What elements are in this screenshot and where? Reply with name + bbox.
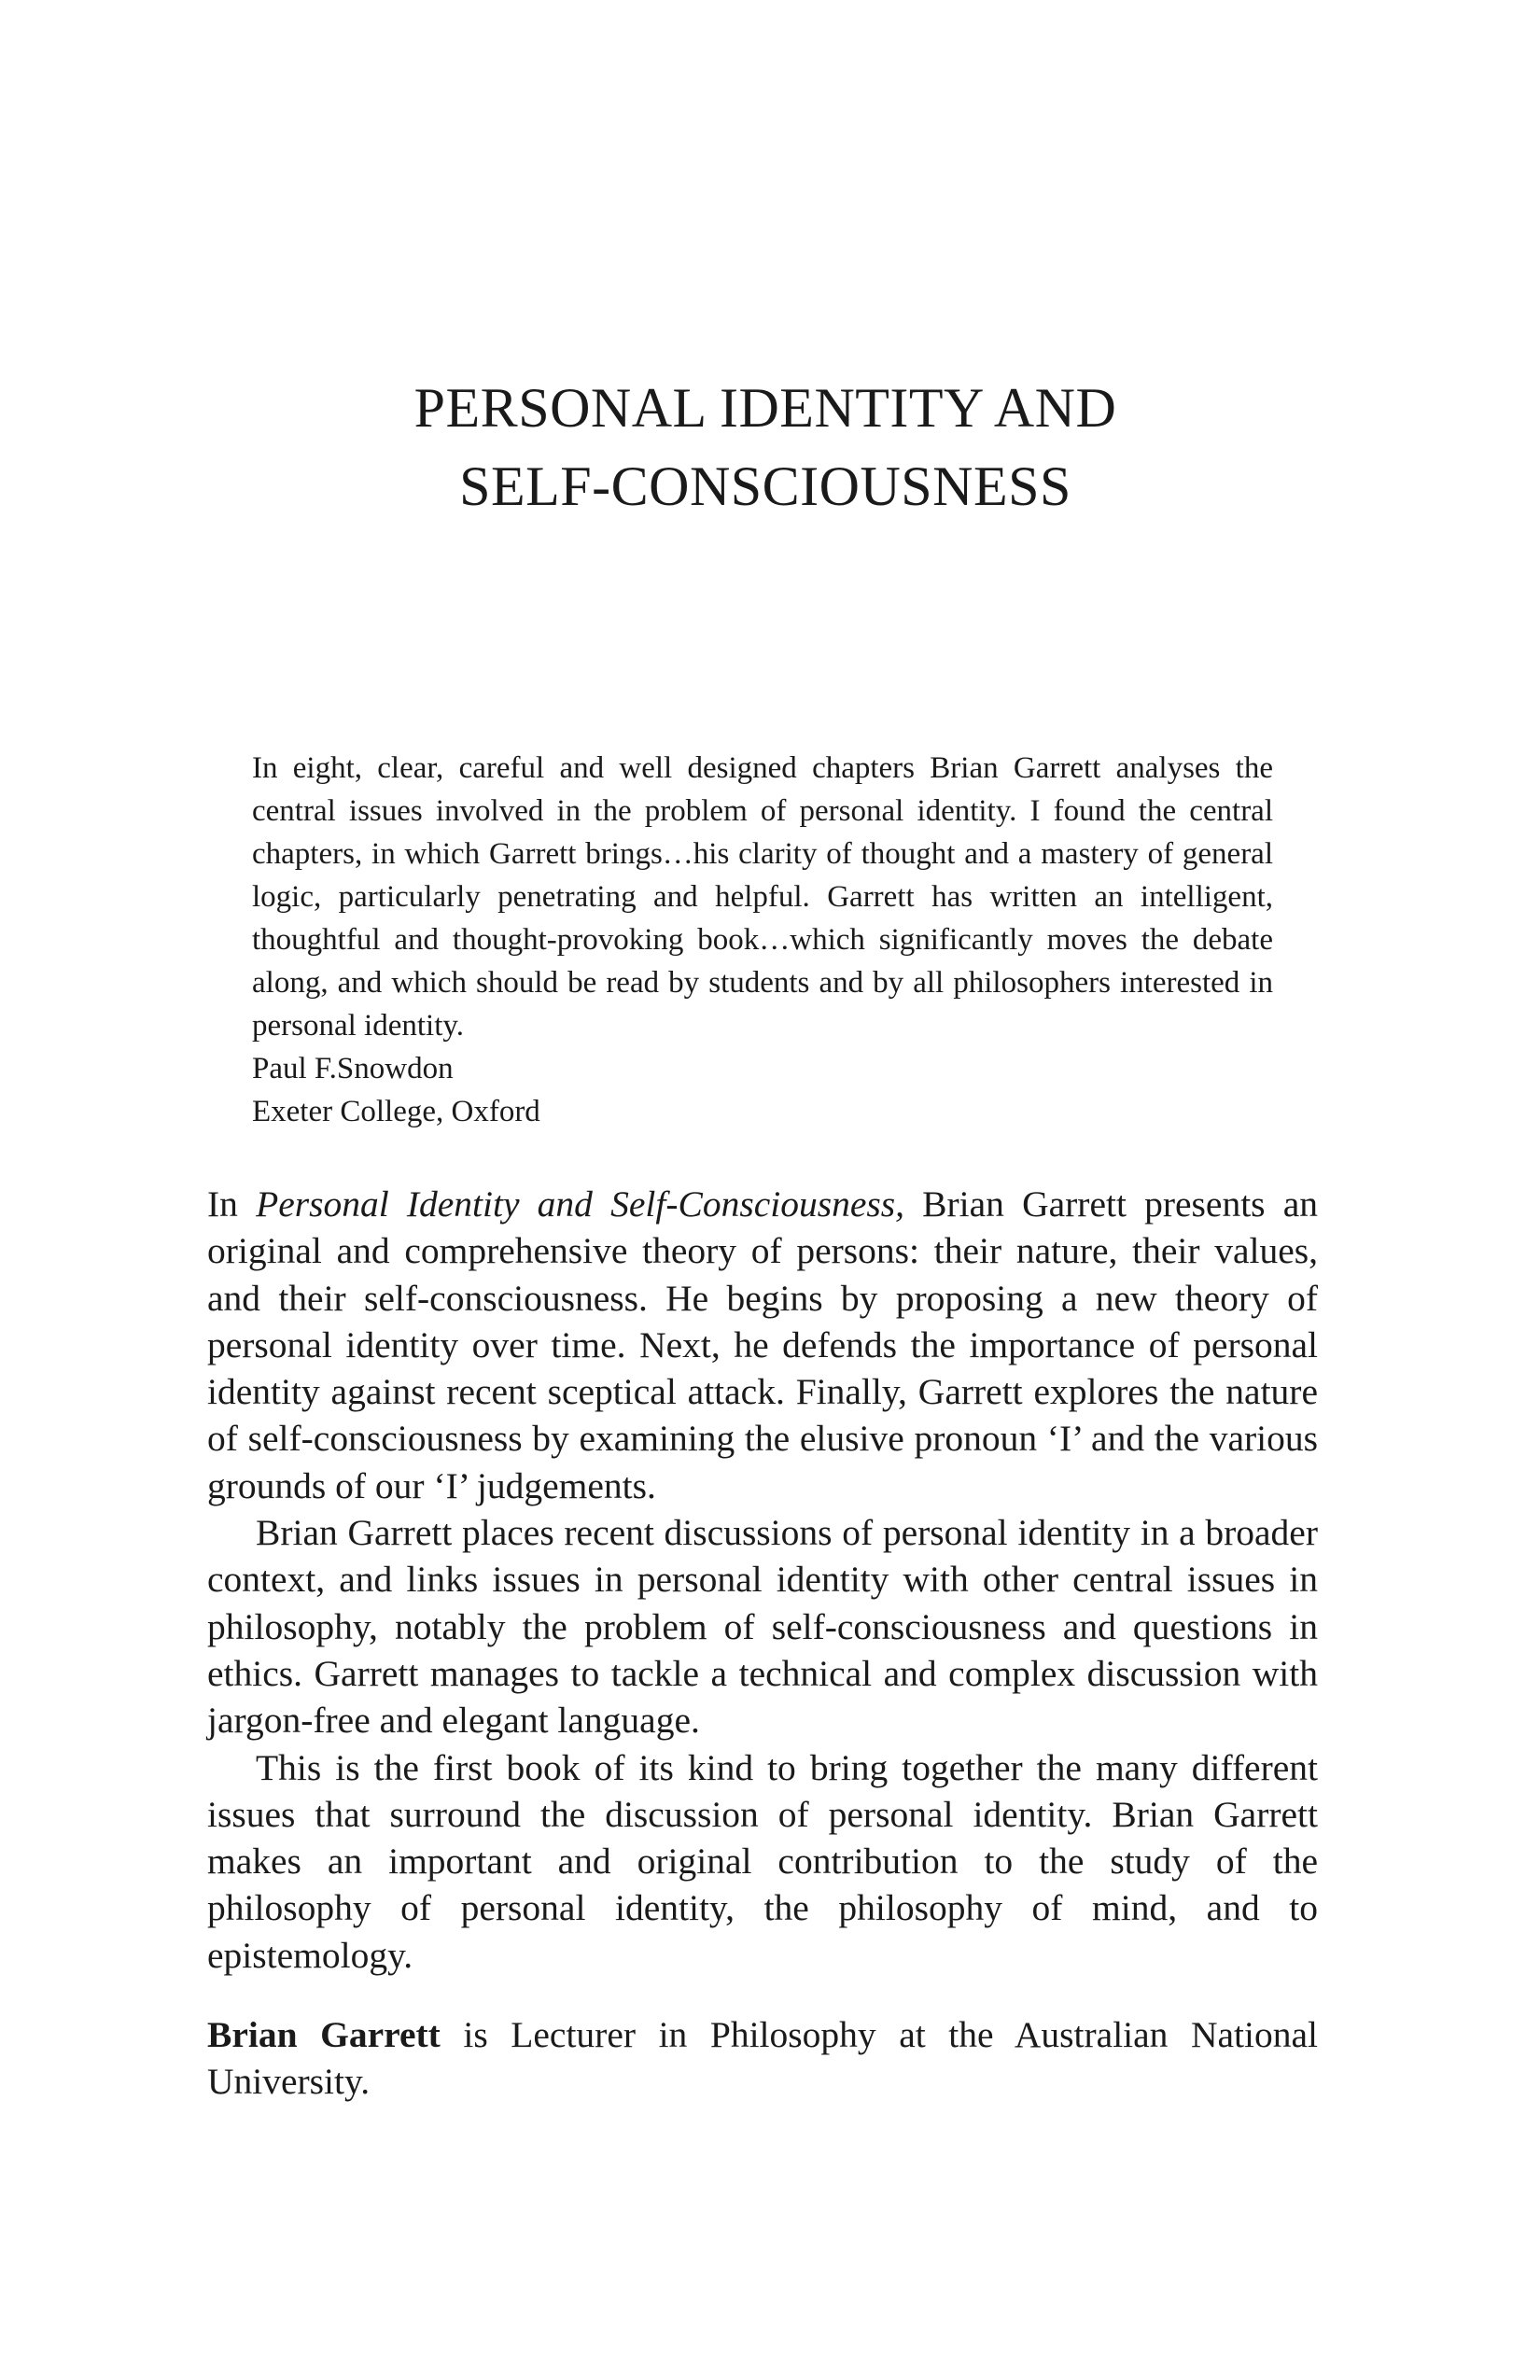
book-title-line-2: SELF-CONSCIOUSNESS bbox=[459, 455, 1071, 517]
description-paragraph-1 bbox=[207, 1181, 1318, 1509]
reviewer-affiliation: Exeter College, Oxford bbox=[252, 1095, 540, 1128]
description-book-title: Personal Identity and Self-Consciousness, bbox=[256, 1183, 904, 1225]
description-p1-text: Brian Garrett presents an original and comprehensive theory of persons: their nature, their values, and their self-consciousness. He begins by proposing a new theory of personal identity over time. Next, he defends the importance of personal identity against recent sceptical attack. Finally, Garrett explores the nature of self-consciousness by examining the elusive pronoun ‘I’ and the various grounds of our ‘I’ judgements. bbox=[207, 1183, 1318, 1506]
author-bio-text: is Lecturer in Philosophy at the Australian National University. bbox=[207, 2014, 1318, 2103]
author-name: Brian Garrett bbox=[207, 2014, 441, 2055]
description-p1-prefix: In bbox=[207, 1183, 257, 1225]
reviewer-name: Paul F.Snowdon bbox=[252, 1052, 454, 1085]
description-paragraph-2: Brian Garrett places recent discussions of personal identity in a broader context, and links issues in personal identity with other central issues in philosophy, notably the problem of self-consciousness and questions in ethics. Garrett manages to tackle a technical and complex discussion with jargon-free and elegant language. bbox=[207, 1512, 1318, 1742]
review-text: In eight, clear, careful and well designed chapters Brian Garrett analyses the central issues involved in the problem of personal identity. I found the central chapters, in which Garrett brings…his clarity of thought and a mastery of general logic, particularly penetrating and helpful. Garrett has written an intelligent, thoughtful and thought-provoking book…which significantly moves the debate along, and which should be read by students and by all philosophers interested in personal identity. bbox=[252, 751, 1273, 1043]
description-paragraph-3: This is the first book of its kind to bring together the many different issues that surround the discussion of personal identity. Brian Garrett makes an important and original contribution to the study of the philosophy of personal identity, the philosophy of mind, and to epistemology. bbox=[207, 1746, 1318, 1976]
book-description bbox=[207, 1181, 1318, 1979]
author-bio bbox=[207, 2011, 1318, 2106]
review-quote bbox=[252, 747, 1273, 1133]
book-title bbox=[201, 369, 1330, 525]
book-title-line-1: PERSONAL IDENTITY AND bbox=[413, 377, 1117, 439]
